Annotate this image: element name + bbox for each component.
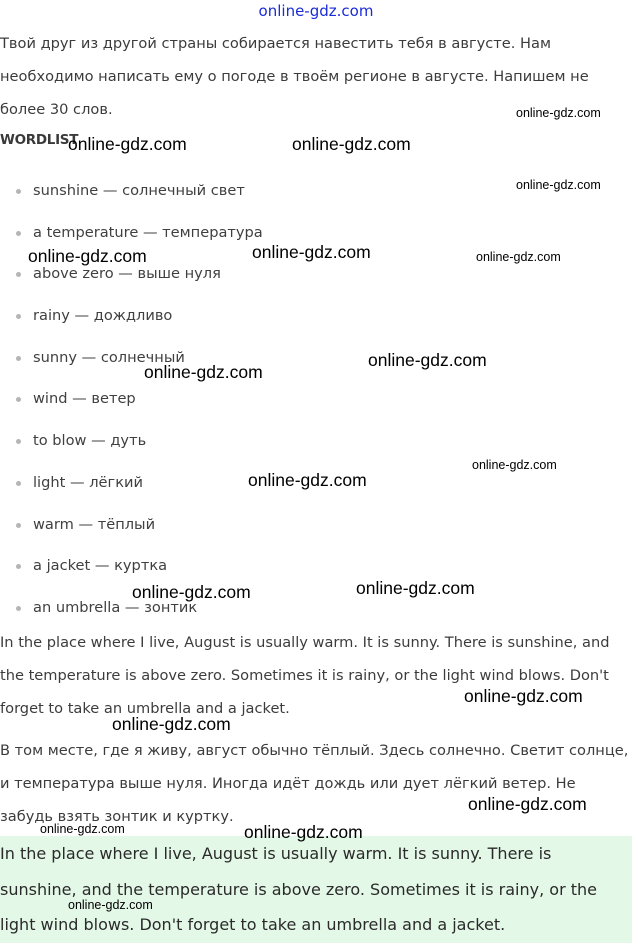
wordlist bbox=[0, 170, 263, 629]
list-item bbox=[0, 378, 263, 420]
bullet-icon bbox=[16, 231, 21, 236]
watermark-text: online-gdz.com bbox=[40, 822, 125, 836]
list-item bbox=[0, 504, 263, 546]
wordlist-entry: an umbrella — зонтик bbox=[33, 598, 198, 616]
watermark-text: online-gdz.com bbox=[516, 178, 601, 192]
list-item bbox=[0, 462, 263, 504]
site-header-link[interactable]: online-gdz.com bbox=[258, 2, 374, 20]
watermark-text: online-gdz.com bbox=[28, 246, 147, 266]
bullet-icon bbox=[16, 397, 21, 402]
bullet-icon bbox=[16, 439, 21, 444]
wordlist-entry: above zero — выше нуля bbox=[33, 265, 221, 283]
bullet-icon bbox=[16, 523, 21, 528]
watermark-text: online-gdz.com bbox=[68, 134, 187, 154]
list-item bbox=[0, 170, 263, 212]
watermark-text: online-gdz.com bbox=[356, 578, 475, 598]
watermark-text: online-gdz.com bbox=[472, 458, 557, 472]
wordlist-entry: rainy — дождливо bbox=[33, 307, 173, 325]
answer-text: In the place where I live, August is usually warm. It is sunny. There is sunshine, and the temperature is above zero. Sometimes it is rainy, or the light wind blows. Don't forget to take an umbrella and a jacket. bbox=[0, 844, 597, 934]
watermark-text: online-gdz.com bbox=[144, 362, 263, 382]
wordlist-entry: to blow — дуть bbox=[33, 432, 147, 450]
bullet-icon bbox=[16, 606, 21, 611]
bullet-icon bbox=[16, 314, 21, 319]
wordlist-heading: WORDLIST bbox=[0, 132, 79, 148]
watermark-text: online-gdz.com bbox=[292, 134, 411, 154]
wordlist-entry: a jacket — куртка bbox=[33, 557, 168, 575]
list-item bbox=[0, 420, 263, 462]
wordlist-entry: wind — ветер bbox=[33, 390, 136, 408]
wordlist-entry: sunshine — солнечный свет bbox=[33, 182, 245, 199]
wordlist-entry: a temperature — температура bbox=[33, 223, 263, 241]
list-item bbox=[0, 337, 263, 379]
list-item bbox=[0, 253, 263, 295]
watermark-text: online-gdz.com bbox=[112, 714, 231, 734]
watermark-text: online-gdz.com bbox=[252, 242, 371, 262]
watermark-text: online-gdz.com bbox=[68, 898, 153, 912]
list-item bbox=[0, 545, 263, 587]
bullet-icon bbox=[16, 356, 21, 361]
watermark-text: online-gdz.com bbox=[516, 106, 601, 120]
english-text: In the place where I live, August is usually warm. It is sunny. There is sunshine, and the temperature is above zero. Sometimes it is rainy, or the light wind blows. Don't forget to take an umbrella and a jacket. bbox=[0, 634, 610, 717]
watermark-text: online-gdz.com bbox=[244, 822, 363, 842]
list-item bbox=[0, 212, 263, 254]
watermark-text: online-gdz.com bbox=[248, 470, 367, 490]
list-item bbox=[0, 587, 263, 629]
watermark-text: online-gdz.com bbox=[464, 686, 583, 706]
watermark-text: online-gdz.com bbox=[468, 794, 587, 814]
russian-translation: В том месте, где я живу, август обычно тёплый. Здесь солнечно. Светит солнце, и температура выше нуля. Иногда идёт дождь или дует лёгкий ветер. Не забудь взять зонтик и куртку. bbox=[0, 742, 629, 825]
bullet-icon bbox=[16, 272, 21, 277]
watermark-text: online-gdz.com bbox=[476, 250, 561, 264]
bullet-icon bbox=[16, 564, 21, 569]
watermark-text: online-gdz.com bbox=[132, 582, 251, 602]
wordlist-entry: sunny — солнечный bbox=[33, 348, 185, 366]
list-item bbox=[0, 295, 263, 337]
wordlist-entry: warm — тёплый bbox=[33, 515, 156, 533]
wordlist-entry: light — лёгкий bbox=[33, 473, 143, 491]
task-description: Твой друг из другой страны собирается навестить тебя в августе. Нам необходимо написать ему о погоде в твоём регионе в августе. Напишем не более 30 слов. bbox=[0, 35, 589, 118]
watermark-text: online-gdz.com bbox=[368, 350, 487, 370]
bullet-icon bbox=[16, 189, 21, 194]
bullet-icon bbox=[16, 481, 21, 486]
